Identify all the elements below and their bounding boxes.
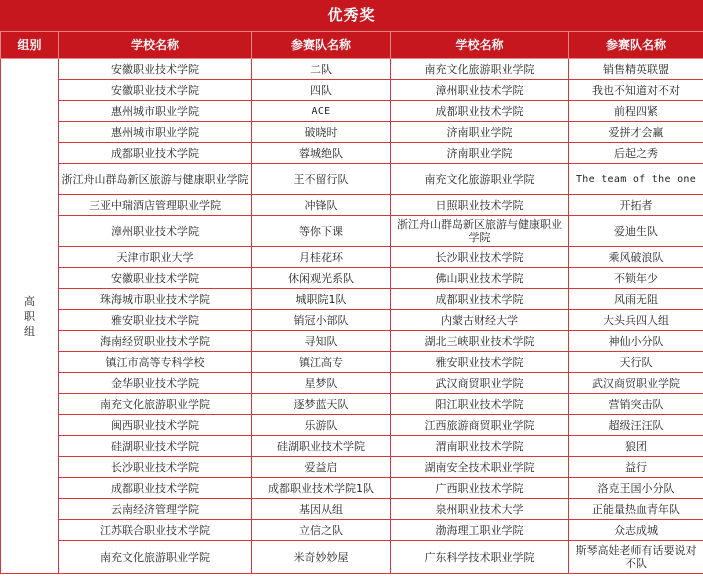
school-2-cell: 南充文化旅游职业学院 [391,59,569,80]
team-2-cell: 营销突击队 [569,394,703,415]
school-1-cell: 三亚中瑞酒店管理职业学院 [59,195,252,216]
table-row [1,164,703,195]
school-1-cell: 海南经贸职业技术学院 [59,331,252,352]
team-1-cell: 立信之队 [252,520,391,541]
team-1-cell: 基因从组 [252,499,391,520]
team-1-cell: 王不留行队 [252,164,391,195]
team-2-cell: 超级汪汪队 [569,415,703,436]
team-1-cell: 米奇妙妙屋 [252,541,391,574]
table-row [1,457,703,478]
school-1-cell: 安徽职业技术学院 [59,268,252,289]
school-2-cell: 日照职业技术学院 [391,195,569,216]
school-2-cell: 成都职业技术学院 [391,289,569,310]
team-2-cell: The team of the one [569,164,703,195]
school-1-cell: 珠海城市职业技术学院 [59,289,252,310]
team-2-cell: 爱迪生队 [569,216,703,247]
team-2-cell: 开拓者 [569,195,703,216]
table-row [1,268,703,289]
school-1-cell: 安徽职业技术学院 [59,80,252,101]
header-school-2: 学校名称 [391,32,569,59]
school-1-cell: 硅湖职业技术学院 [59,436,252,457]
table-row [1,80,703,101]
team-2-cell: 爱拼才会赢 [569,122,703,143]
table-row [1,331,703,352]
school-2-cell: 漳州职业技术学院 [391,80,569,101]
team-2-cell: 大头兵四人组 [569,310,703,331]
school-2-cell: 雅安职业技术学院 [391,352,569,373]
table-row [1,101,703,122]
school-2-cell: 内蒙古财经大学 [391,310,569,331]
school-1-cell: 天津市职业大学 [59,247,252,268]
table-row [1,122,703,143]
school-2-cell: 江西旅游商贸职业学院 [391,415,569,436]
school-1-cell: 长沙职业技术学院 [59,457,252,478]
table-row [1,394,703,415]
school-2-cell: 阳江职业技术学院 [391,394,569,415]
team-1-cell: 冲锋队 [252,195,391,216]
table-row [1,478,703,499]
table-row [1,541,703,574]
team-2-cell: 后起之秀 [569,143,703,164]
team-2-cell: 风雨无阻 [569,289,703,310]
table-row [1,415,703,436]
team-1-cell: 破晓时 [252,122,391,143]
table-row [1,352,703,373]
school-2-cell: 渭南职业技术学院 [391,436,569,457]
team-1-cell: 城职院1队 [252,289,391,310]
school-2-cell: 济南职业学院 [391,122,569,143]
table-row [1,216,703,247]
school-2-cell: 南充文化旅游职业学院 [391,164,569,195]
group-cell [1,59,59,574]
team-1-cell: 蓉城绝队 [252,143,391,164]
school-1-cell: 成都职业技术学院 [59,478,252,499]
school-1-cell: 镇江市高等专科学校 [59,352,252,373]
team-1-cell: 四队 [252,80,391,101]
team-1-cell: 休闲观光系队 [252,268,391,289]
table-row [1,499,703,520]
header-team-1: 参赛队名称 [252,32,391,59]
school-2-cell: 广西职业技术学院 [391,478,569,499]
group-label: 高职组 [24,294,35,338]
table-row [1,310,703,331]
school-2-cell: 长沙职业技术学院 [391,247,569,268]
school-2-cell: 湖南安全技术职业学院 [391,457,569,478]
team-1-cell: 成都职业技术学院1队 [252,478,391,499]
team-2-cell: 益行 [569,457,703,478]
table-row [1,289,703,310]
school-2-cell: 泉州职业技术大学 [391,499,569,520]
page-title: 优秀奖 [0,0,703,31]
school-2-cell: 济南职业学院 [391,143,569,164]
school-2-cell: 湖北三峡职业技术学院 [391,331,569,352]
team-1-cell: 星梦队 [252,373,391,394]
team-1-cell: 月桂花环 [252,247,391,268]
team-2-cell: 正能量热血青年队 [569,499,703,520]
school-1-cell: 成都职业技术学院 [59,143,252,164]
team-2-cell: 神仙小分队 [569,331,703,352]
team-2-cell: 众志成城 [569,520,703,541]
header-team-2: 参赛队名称 [569,32,703,59]
school-1-cell: 云南经济管理学院 [59,499,252,520]
team-2-cell: 销售精英联盟 [569,59,703,80]
team-1-cell: 硅湖职业技术学院 [252,436,391,457]
school-1-cell: 江苏联合职业技术学院 [59,520,252,541]
team-2-cell: 不锁年少 [569,268,703,289]
school-1-cell: 惠州城市职业学院 [59,122,252,143]
table-header-row [1,32,703,59]
team-2-cell: 斯琴高娃老师有话要说对不队 [569,541,703,574]
table-row [1,436,703,457]
school-1-cell: 南充文化旅游职业学院 [59,394,252,415]
table-row [1,59,703,80]
table-row [1,373,703,394]
team-1-cell: 逐梦蓝天队 [252,394,391,415]
team-2-cell: 洛克王国小分队 [569,478,703,499]
school-1-cell: 惠州城市职业学院 [59,101,252,122]
school-2-cell: 渤海理工职业学院 [391,520,569,541]
team-1-cell: 乐游队 [252,415,391,436]
table-row [1,247,703,268]
school-2-cell: 武汉商贸职业学院 [391,373,569,394]
team-1-cell: ACE [252,101,391,122]
school-2-cell: 浙江舟山群岛新区旅游与健康职业学院 [391,216,569,247]
school-1-cell: 南充文化旅游职业学院 [59,541,252,574]
school-1-cell: 闽西职业技术学院 [59,415,252,436]
team-1-cell: 等你下课 [252,216,391,247]
table-row [1,195,703,216]
school-1-cell: 金华职业技术学院 [59,373,252,394]
school-1-cell: 漳州职业技术学院 [59,216,252,247]
table-body [1,59,703,574]
team-2-cell: 前程四紧 [569,101,703,122]
school-2-cell: 佛山职业技术学院 [391,268,569,289]
header-school-1: 学校名称 [59,32,252,59]
school-1-cell: 浙江舟山群岛新区旅游与健康职业学院 [59,164,252,195]
team-2-cell: 我也不知道对不对 [569,80,703,101]
header-group: 组别 [1,32,59,59]
team-2-cell: 乘风破浪队 [569,247,703,268]
team-1-cell: 二队 [252,59,391,80]
team-2-cell: 狼团 [569,436,703,457]
school-2-cell: 成都职业技术学院 [391,101,569,122]
school-1-cell: 安徽职业技术学院 [59,59,252,80]
team-1-cell: 爱益启 [252,457,391,478]
team-1-cell: 销冠小部队 [252,310,391,331]
school-2-cell: 广东科学技术职业学院 [391,541,569,574]
table-row [1,143,703,164]
school-1-cell: 雅安职业技术学院 [59,310,252,331]
team-2-cell: 武汉商贸职业学院 [569,373,703,394]
team-2-cell: 天行队 [569,352,703,373]
awards-table [0,31,703,574]
team-1-cell: 寻知队 [252,331,391,352]
table-row [1,520,703,541]
team-1-cell: 镇江高专 [252,352,391,373]
